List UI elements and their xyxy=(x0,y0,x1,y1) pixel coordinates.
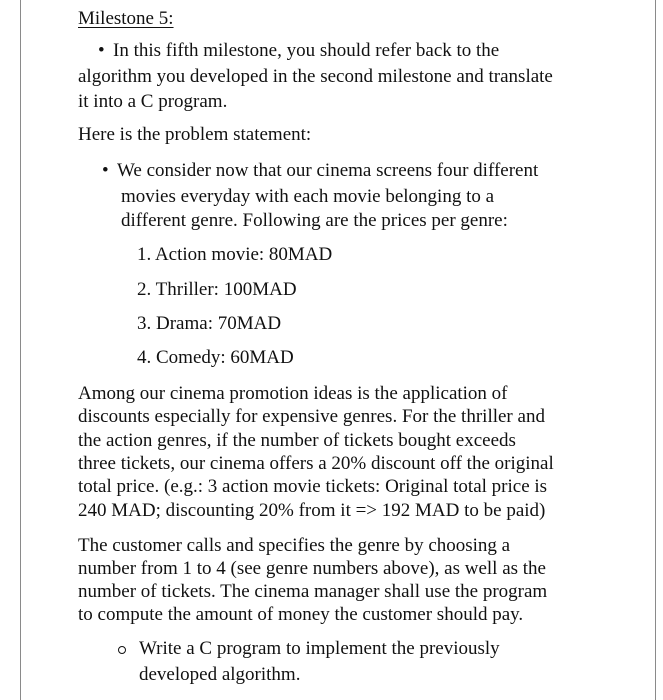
task-line-2: developed algorithm. xyxy=(139,664,301,685)
customer-line-4: to compute the amount of money the customer should pay. xyxy=(78,604,524,625)
problem-bullet-dot: • xyxy=(102,160,109,181)
page-right-border xyxy=(655,0,656,700)
problem-line-3: different genre. Following are the prices per genre: xyxy=(121,210,508,231)
customer-line-3: number of tickets. The cinema manager shall use the program xyxy=(78,581,548,602)
genre-item-2: 2. Thriller: 100MAD xyxy=(137,279,297,300)
milestone-title: Milestone 5: xyxy=(78,8,174,29)
intro-bullet-dot: • xyxy=(98,40,105,61)
genre-item-3: 3. Drama: 70MAD xyxy=(137,313,282,334)
promotion-line-1: Among our cinema promotion ideas is the application of xyxy=(78,383,508,404)
promotion-line-3: the action genres, if the number of tickets bought exceeds xyxy=(78,430,516,451)
intro-line-3: it into a C program. xyxy=(78,91,228,112)
problem-line-1: We consider now that our cinema screens four different xyxy=(117,160,539,181)
intro-line-1: In this fifth milestone, you should refer back to the xyxy=(113,40,500,61)
page-left-border xyxy=(20,0,21,700)
genre-item-1: 1. Action movie: 80MAD xyxy=(137,244,333,265)
customer-line-1: The customer calls and specifies the genre by choosing a xyxy=(78,535,511,556)
customer-line-2: number from 1 to 4 (see genre numbers above), as well as the xyxy=(78,558,546,579)
promotion-line-4: three tickets, our cinema offers a 20% discount off the original xyxy=(78,453,554,474)
intro-line-2: algorithm you developed in the second milestone and translate xyxy=(78,66,553,87)
genre-item-4: 4. Comedy: 60MAD xyxy=(137,347,294,368)
problem-lead: Here is the problem statement: xyxy=(78,124,312,145)
promotion-line-6: 240 MAD; discounting 20% from it => 192 MAD to be paid) xyxy=(78,500,546,521)
promotion-line-2: discounts especially for expensive genres. For the thriller and xyxy=(78,406,545,427)
problem-line-2: movies everyday with each movie belonging to a xyxy=(121,186,495,207)
task-circle-bullet xyxy=(118,646,126,654)
promotion-line-5: total price. (e.g.: 3 action movie tickets: Original total price is xyxy=(78,476,548,497)
task-line-1: Write a C program to implement the previously xyxy=(139,638,500,659)
